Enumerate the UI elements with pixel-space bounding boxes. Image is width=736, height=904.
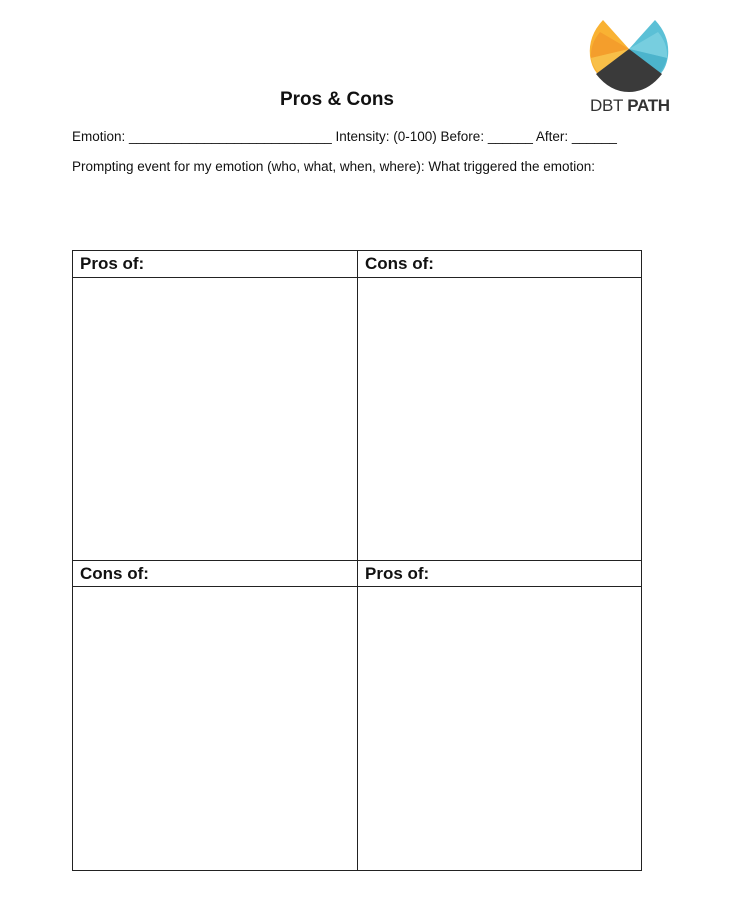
cons-of-header-bottom-left: Cons of:: [80, 564, 149, 583]
page-title: Pros & Cons: [279, 89, 395, 110]
emotion-intensity-line: Emotion: ___________________________ Intensity: (0-100) Before: ______ After: ______: [72, 129, 617, 144]
prompting-event-line: Prompting event for my emotion (who, what, when, where): What triggered the emotion:: [72, 159, 595, 174]
cons-of-writing-area-1[interactable]: [358, 278, 641, 560]
table-divider-middle: [73, 560, 641, 561]
pros-of-writing-area-1[interactable]: [73, 278, 357, 560]
butterfly-icon: [586, 18, 672, 94]
cons-of-writing-area-2[interactable]: [73, 587, 357, 870]
pros-of-header-top-left: Pros of:: [80, 254, 145, 273]
pros-cons-table: [72, 250, 642, 871]
logo-text: DBT PATH: [590, 96, 670, 115]
cons-of-header-top-right: Cons of:: [365, 254, 434, 273]
pros-of-header-bottom-right: Pros of:: [365, 564, 430, 583]
pros-of-writing-area-2[interactable]: [358, 587, 641, 870]
